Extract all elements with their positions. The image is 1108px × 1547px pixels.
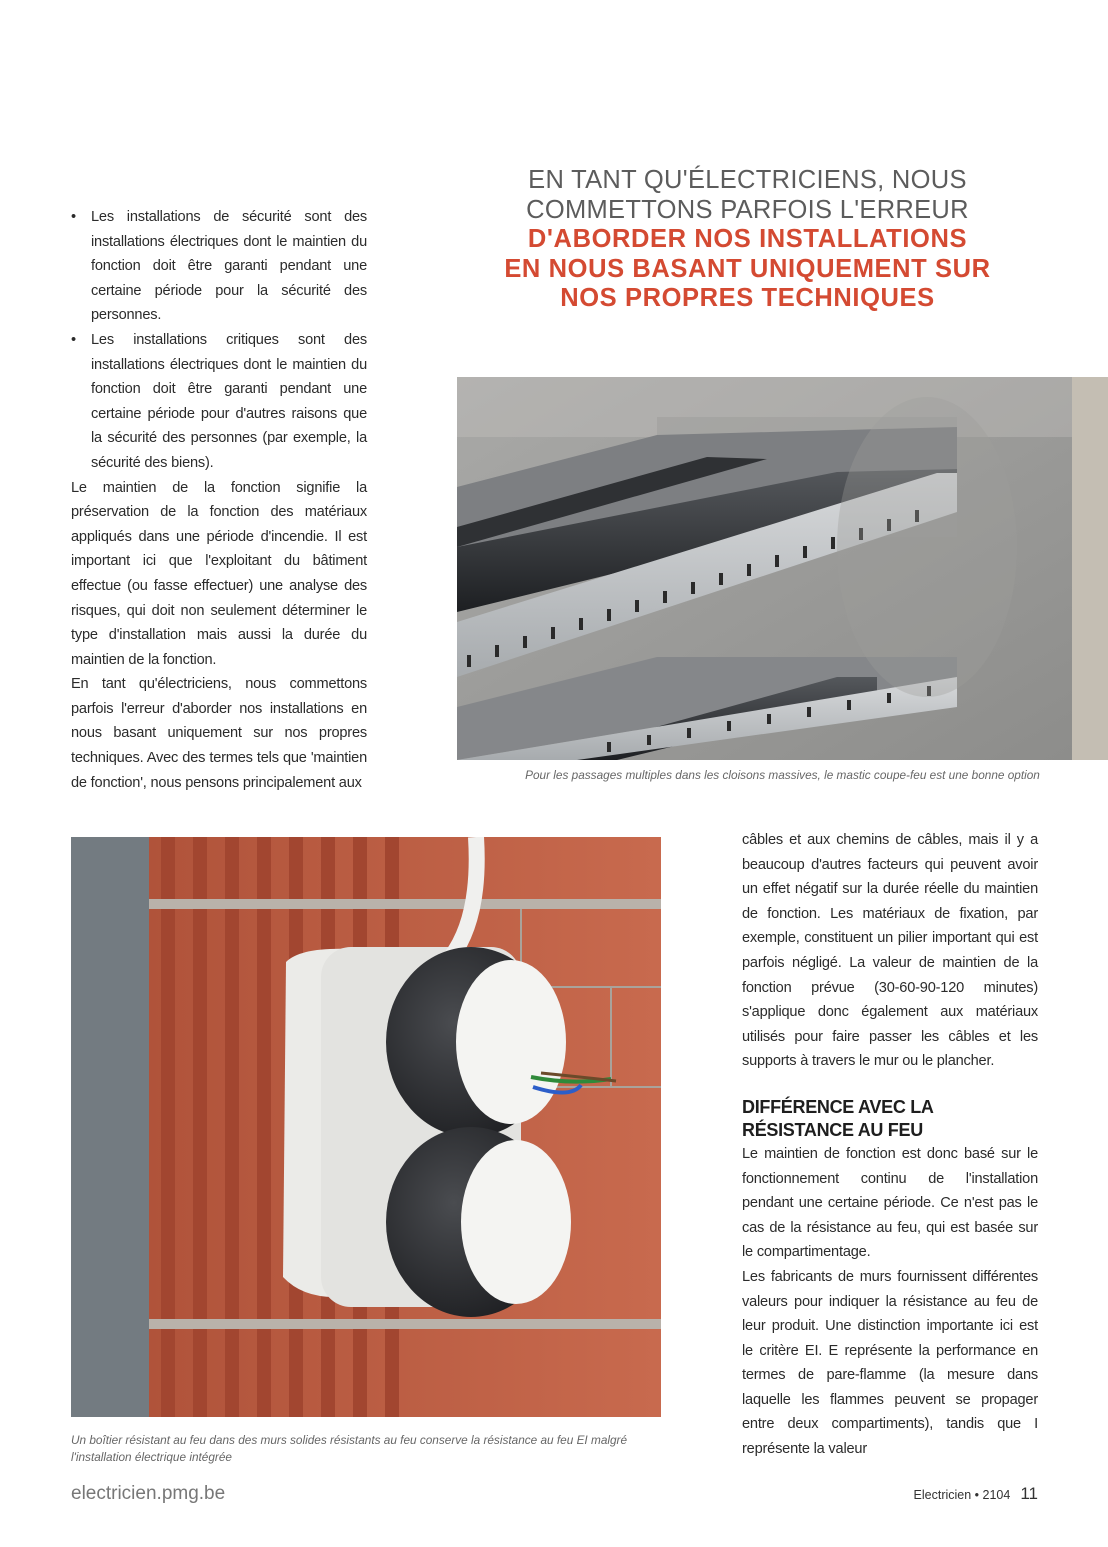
photo-caption: Un boîtier résistant au feu dans des murs solides résistants au feu conserve la résistance au feu EI malgré l'installation électrique intégrée	[71, 1433, 628, 1464]
pull-quote-highlight: D'ABORDER NOS INSTALLATIONS	[527, 225, 968, 253]
body-paragraph: Le maintien de la fonction signifie la préservation de la fonction des matériaux appliqués dans une période d'incendie. Il est important ici que l'exploitant du bâtiment effectue (ou fasse effectuer) une analyse des risques, qui doit non seulement déterminer le type d'installation mais aussi la durée du maintien de la fonction.	[71, 479, 367, 668]
pull-quote-highlight: EN NOUS BASANT UNIQUEMENT SUR	[504, 254, 991, 283]
footer-issue	[914, 1484, 1038, 1504]
pull-quote-highlight: NOS PROPRES TECHNIQUES	[560, 284, 935, 312]
issue-label: Electricien • 2104	[913, 1488, 1011, 1502]
photo-caption: Pour les passages multiples dans les cloisons massives, le mastic coupe-feu est une bonne option	[525, 768, 1040, 782]
pull-quote	[470, 166, 1025, 314]
page-number: 11	[1020, 1484, 1038, 1503]
body-paragraph: câbles et aux chemins de câbles, mais il y a beaucoup d'autres facteurs qui peuvent avoir un effet négatif sur la durée réelle du maintien de fonction. Les matériaux de fixation, par exemple, constituent un pilier important qui est parfois négligé. La valeur de maintien de la fonction prévue (30-60-90-120 minutes) s'applique donc également aux matériaux utilisés pour faire passer les câbles et les supports à travers le mur ou le plancher.	[742, 832, 1038, 1070]
bullet-list	[71, 205, 367, 476]
pull-quote-line: EN TANT QU'ÉLECTRICIENS, NOUS	[528, 166, 967, 194]
bullet-item: • Les installations de sécurité sont des installations électriques dont le maintien du fonction doit être garanti pendant une certaine période pour la sécurité des personnes.	[71, 205, 367, 328]
left-column	[71, 205, 367, 795]
cable-tray-illustration	[457, 377, 1108, 760]
right-column	[742, 828, 1038, 1462]
bullet-item: • Les installations critiques sont des installations électriques dont le maintien du fonction doit être garanti pendant une certaine période pour d'autres raisons que la sécurité des personnes (par exemple, la sécurité des biens).	[71, 328, 367, 476]
photo-fire-box	[71, 837, 661, 1417]
body-paragraph: Les fabricants de murs fournissent différentes valeurs pour indiquer la résistance au feu de leur produit. Une distinction importante ici est le critère EI. E représente la performance en termes de pare-flamme (la mesure dans laquelle les flammes peuvent se propager entre deux compartiments), tandis que I représente la valeur	[742, 1268, 1038, 1458]
pull-quote-line: COMMETTONS PARFOIS L'ERREUR	[526, 195, 969, 224]
fire-box-illustration	[71, 837, 661, 1417]
body-paragraph: Le maintien de fonction est donc basé sur le fonctionnement continu de l'installation pendant une certaine période. Ce n'est pas le cas de la résistance au feu, qui est basée sur le compartimentage.	[742, 1145, 1038, 1261]
photo-cable-trays	[457, 377, 1108, 760]
body-paragraph: En tant qu'électriciens, nous commettons parfois l'erreur d'aborder nos installations en nous basant uniquement sur nos propres techniques. Avec des termes tels que 'maintien de fonction', nous pensons principalement aux	[71, 676, 367, 791]
footer-website: electricien.pmg.be	[71, 1483, 226, 1504]
section-heading: DIFFÉRENCE AVEC LA RÉSISTANCE AU FEU	[742, 1096, 933, 1140]
